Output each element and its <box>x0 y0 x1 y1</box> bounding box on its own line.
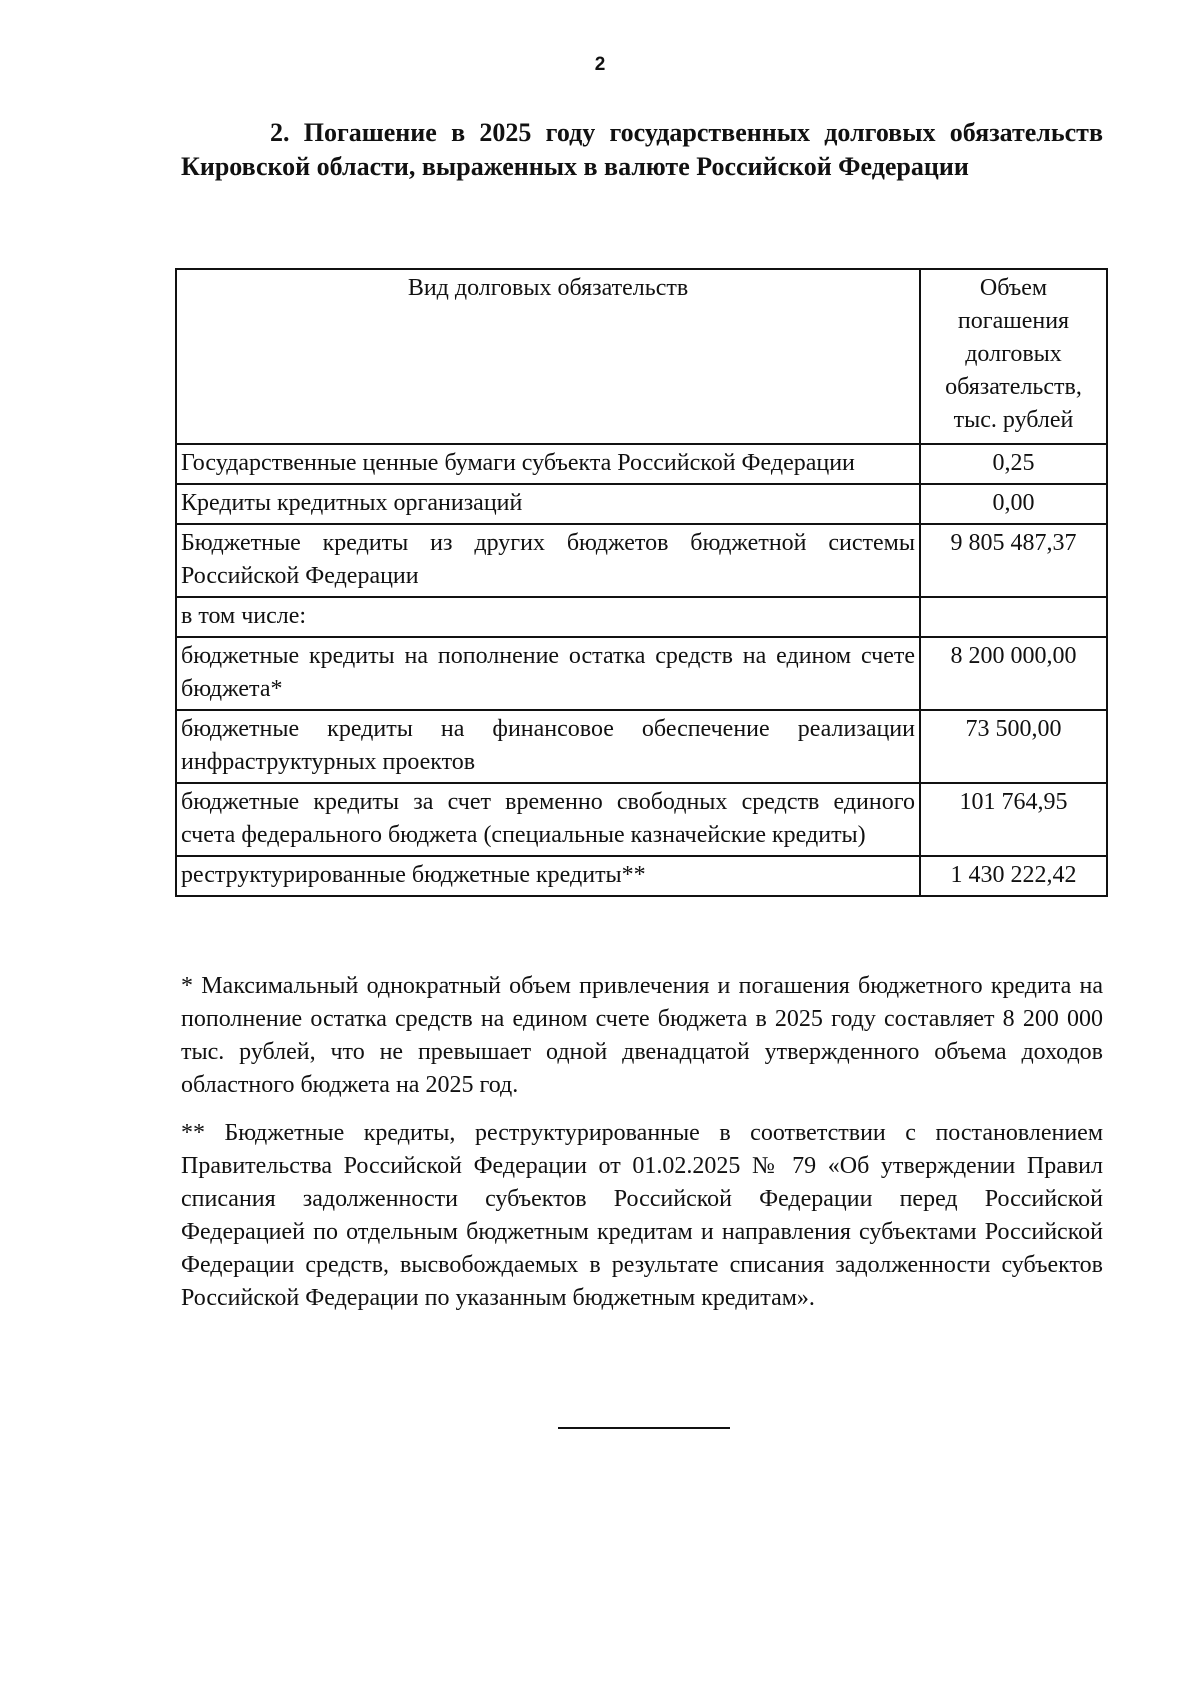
row-value: 1 430 222,42 <box>920 856 1107 896</box>
table-row <box>176 524 1107 597</box>
section-heading: 2. Погашение в 2025 году государственных долговых обязательств Кировской области, выраженных в валюте Российской Федерации <box>181 118 1103 181</box>
row-name: бюджетные кредиты на финансовое обеспечение реализации инфраструктурных проектов <box>176 710 920 783</box>
row-name: бюджетные кредиты за счет временно свободных средств единого счета федерального бюджета (специальные казначейские кредиты) <box>176 783 920 856</box>
row-value: 9 805 487,37 <box>920 524 1107 597</box>
table-row <box>176 637 1107 710</box>
end-separator-line <box>558 1427 730 1429</box>
table-row <box>176 783 1107 856</box>
row-value: 73 500,00 <box>920 710 1107 783</box>
table-row <box>176 484 1107 524</box>
footnote-double-star: ** Бюджетные кредиты, реструктурированные в соответствии с постановлением Правительства Российской Федерации от 01.02.2025 № 79 «Об утверждении Правил списания задолженности субъектов Российской Федерации перед Российской Федерацией по отдельным бюджетным кредитам и направления субъектами Российской Федерации средств, высвобождаемых в результате списания задолженности субъектов Российской Федерации по указанным бюджетным кредитам». <box>181 1120 1103 1311</box>
table-row <box>176 856 1107 896</box>
row-value <box>920 597 1107 637</box>
row-name: Государственные ценные бумаги субъекта Российской Федерации <box>176 444 920 484</box>
footnote-single-star: * Максимальный однократный объем привлечения и погашения бюджетного кредита на пополнение остатка средств на едином счете бюджета в 2025 году составляет 8 200 000 тыс. рублей, что не превышает одной двенадцатой утвержденного объема доходов областного бюджета на 2025 год. <box>181 973 1103 1098</box>
row-name: бюджетные кредиты на пополнение остатка средств на едином счете бюджета* <box>176 637 920 710</box>
table-row <box>176 597 1107 637</box>
row-value: 0,25 <box>920 444 1107 484</box>
page-number: 2 <box>594 54 606 75</box>
row-name: реструктурированные бюджетные кредиты** <box>176 856 920 896</box>
row-name: в том числе: <box>176 597 920 637</box>
debt-repayment-table <box>175 268 1108 897</box>
row-name: Бюджетные кредиты из других бюджетов бюджетной системы Российской Федерации <box>176 524 920 597</box>
row-name: Кредиты кредитных организаций <box>176 484 920 524</box>
header-repayment-volume: Объем погашения долговых обязательств, тыс. рублей <box>920 269 1107 444</box>
row-value: 0,00 <box>920 484 1107 524</box>
row-value: 101 764,95 <box>920 783 1107 856</box>
table-header-row <box>176 269 1107 444</box>
row-value: 8 200 000,00 <box>920 637 1107 710</box>
table-row <box>176 444 1107 484</box>
table-row <box>176 710 1107 783</box>
header-debt-type: Вид долговых обязательств <box>176 269 920 444</box>
